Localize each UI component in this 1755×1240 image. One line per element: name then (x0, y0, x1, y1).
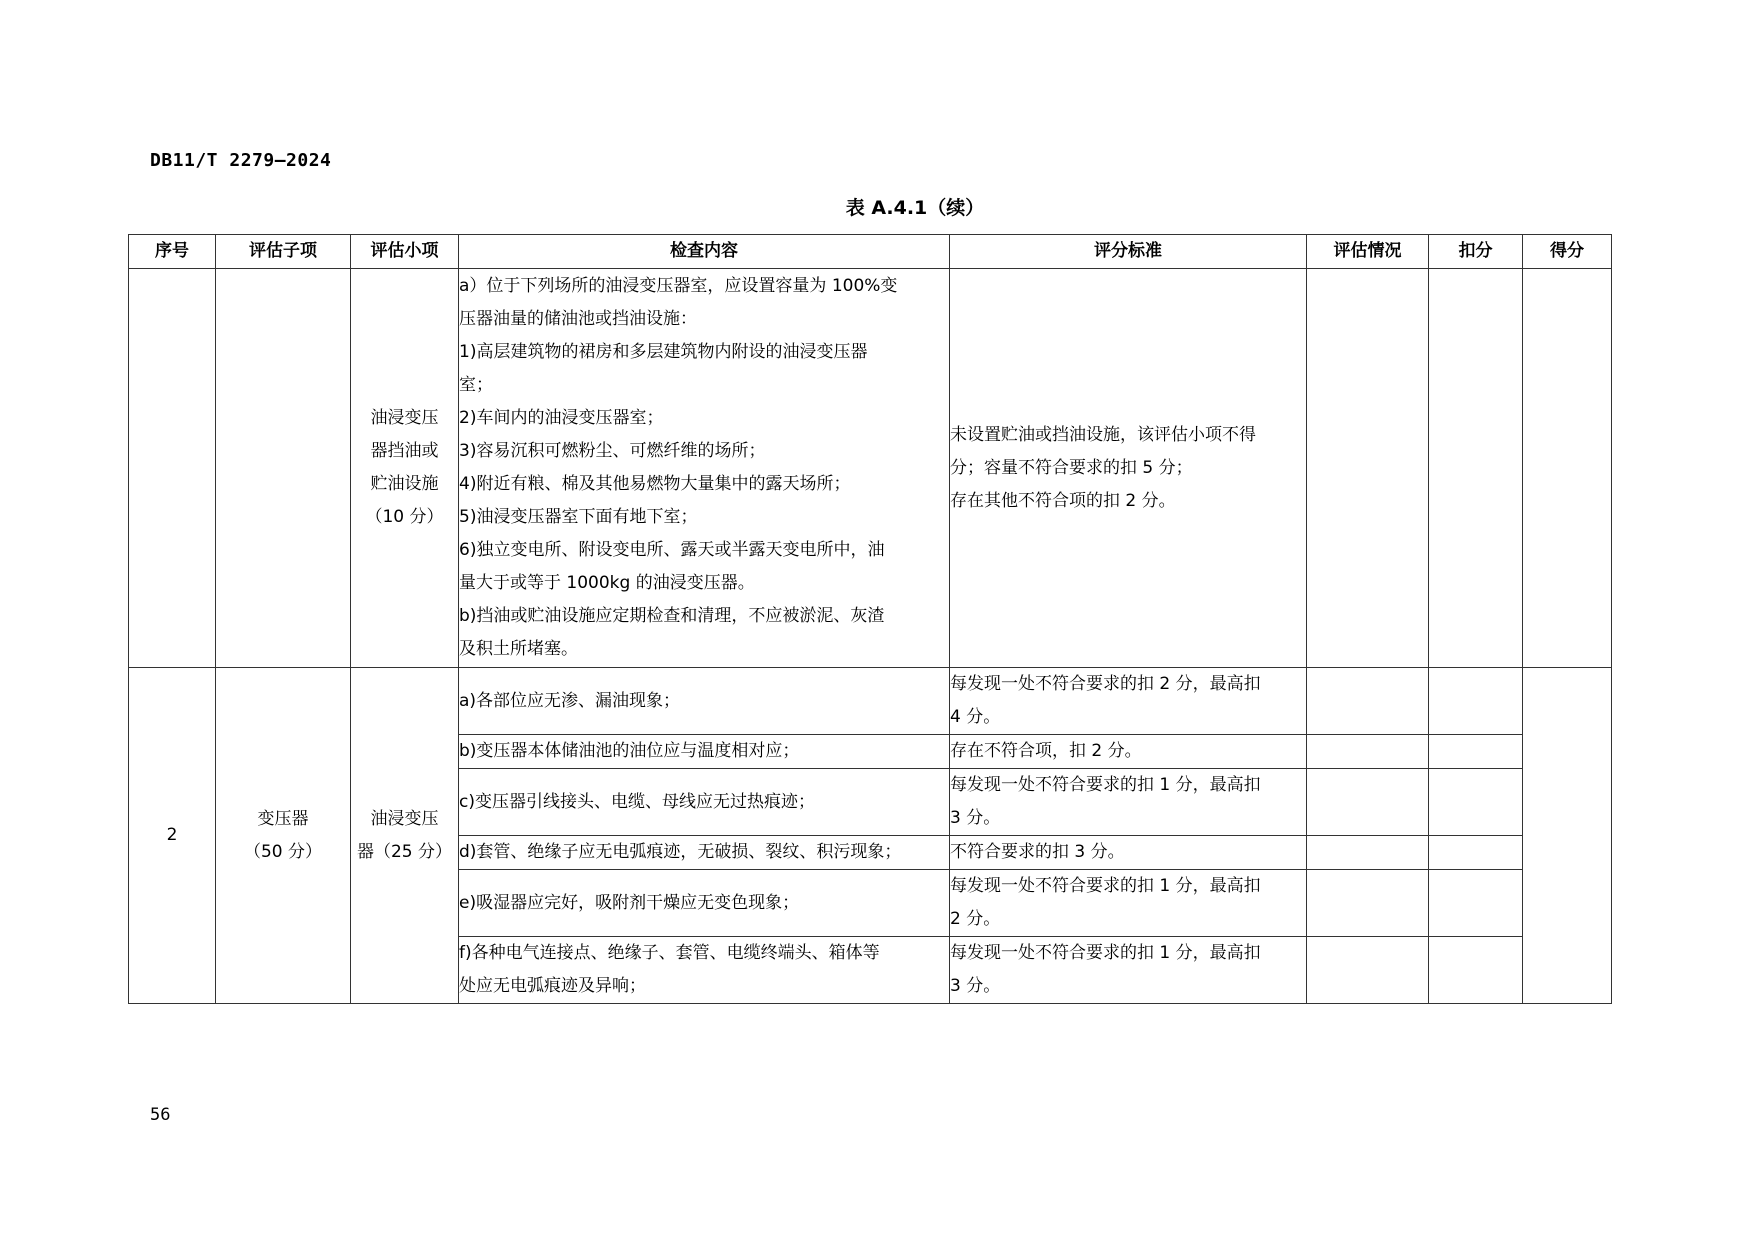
small-item-cell (351, 668, 459, 1004)
col-header-sub-item: 评估子项 (216, 235, 351, 269)
sub-item-line: 变压器 (257, 808, 309, 829)
col-header-deduction: 扣分 (1429, 235, 1523, 269)
score-cell (1523, 668, 1612, 1004)
small-item-line: （10 分） (365, 507, 444, 527)
assessment-cell (1307, 269, 1429, 668)
criteria-cell (950, 937, 1307, 1004)
content-line: 及积土所堵塞。 (459, 639, 578, 659)
assessment-cell (1307, 937, 1429, 1004)
content-line: 2)车间内的油浸变压器室； (459, 408, 664, 428)
deduction-cell (1429, 668, 1523, 735)
small-item-line: 油浸变压 (370, 808, 439, 829)
content-cell (459, 769, 950, 836)
content-cell (459, 937, 950, 1004)
deduction-cell (1429, 836, 1523, 870)
assessment-cell (1307, 836, 1429, 870)
criteria-cell (950, 735, 1307, 769)
score-cell (1523, 269, 1612, 668)
seq-cell: 2 (129, 668, 216, 1004)
col-header-score: 得分 (1523, 235, 1612, 269)
criteria-cell (950, 769, 1307, 836)
small-item-cell (351, 269, 459, 668)
table-header-row (129, 235, 1612, 269)
criteria-line: 每发现一处不符合要求的扣 2 分，最高扣 (950, 674, 1261, 694)
content-line: 1)高层建筑物的裙房和多层建筑物内附设的油浸变压器 (459, 342, 868, 362)
content-line: b)挡油或贮油设施应定期检查和清理，不应被淤泥、灰渣 (459, 606, 885, 626)
criteria-cell (950, 870, 1307, 937)
criteria-line: 4 分。 (950, 707, 1001, 727)
assessment-table (128, 234, 1612, 1004)
content-line: 压器油量的储油池或挡油设施： (459, 309, 697, 329)
deduction-cell (1429, 769, 1523, 836)
sub-item-line: （50 分） (243, 841, 323, 862)
content-line: 量大于或等于 1000kg 的油浸变压器。 (459, 573, 755, 593)
content-line: b)变压器本体储油池的油位应与温度相对应； (459, 741, 800, 761)
deduction-cell (1429, 269, 1523, 668)
col-header-criteria: 评分标准 (950, 235, 1307, 269)
small-item-line: 贮油设施 (370, 474, 439, 494)
content-line: 5)油浸变压器室下面有地下室； (459, 507, 698, 527)
content-line: a）位于下列场所的油浸变压器室，应设置容量为 100%变 (459, 276, 898, 296)
criteria-line: 不符合要求的扣 3 分。 (950, 842, 1125, 862)
small-item-line: 器挡油或 (370, 441, 439, 461)
content-line: 3)容易沉积可燃粉尘、可燃纤维的场所； (459, 441, 766, 461)
deduction-cell (1429, 735, 1523, 769)
content-cell (459, 668, 950, 735)
small-item-line: 油浸变压 (370, 408, 439, 428)
seq-cell (129, 269, 216, 668)
deduction-cell (1429, 870, 1523, 937)
assessment-cell (1307, 668, 1429, 735)
content-line: c)变压器引线接头、电缆、母线应无过热痕迹； (459, 791, 815, 812)
table-row (129, 269, 1612, 668)
sub-item-cell (216, 668, 351, 1004)
sub-item-cell (216, 269, 351, 668)
content-line: d)套管、绝缘子应无电弧痕迹，无破损、裂纹、积污现象； (459, 842, 902, 862)
assessment-cell (1307, 870, 1429, 937)
criteria-line: 3 分。 (950, 808, 1001, 828)
content-line: e)吸湿器应完好，吸附剂干燥应无变色现象； (459, 892, 800, 913)
content-cell (459, 269, 950, 668)
criteria-cell (950, 836, 1307, 870)
table-row (129, 668, 1612, 735)
content-line: f)各种电气连接点、绝缘子、套管、电缆终端头、箱体等 (459, 943, 880, 963)
content-cell (459, 735, 950, 769)
content-cell (459, 836, 950, 870)
table-title: 表 A.4.1（续） (845, 197, 985, 219)
content-line: 4)附近有粮、棉及其他易燃物大量集中的露天场所； (459, 474, 851, 494)
content-line: a)各部位应无渗、漏油现象； (459, 690, 681, 711)
criteria-line: 3 分。 (950, 976, 1001, 996)
small-item-line: 器（25 分） (356, 841, 453, 862)
col-header-assessment: 评估情况 (1307, 235, 1429, 269)
criteria-line: 每发现一处不符合要求的扣 1 分，最高扣 (950, 943, 1261, 963)
criteria-line: 2 分。 (950, 909, 1001, 929)
col-header-small-item: 评估小项 (351, 235, 459, 269)
criteria-line: 每发现一处不符合要求的扣 1 分，最高扣 (950, 775, 1261, 795)
criteria-line: 存在不符合项，扣 2 分。 (950, 741, 1142, 761)
content-cell (459, 870, 950, 937)
criteria-line: 未设置贮油或挡油设施，该评估小项不得 (950, 424, 1256, 445)
criteria-line: 每发现一处不符合要求的扣 1 分，最高扣 (950, 876, 1261, 896)
col-header-seq: 序号 (129, 235, 216, 269)
document-code: DB11/T 2279—2024 (150, 150, 332, 171)
deduction-cell (1429, 937, 1523, 1004)
criteria-line: 分；容量不符合要求的扣 5 分； (950, 457, 1193, 478)
criteria-cell (950, 668, 1307, 735)
content-line: 室； (459, 375, 493, 395)
assessment-cell (1307, 769, 1429, 836)
col-header-content: 检查内容 (459, 235, 950, 269)
criteria-cell (950, 269, 1307, 668)
page-number: 56 (150, 1105, 171, 1125)
assessment-cell (1307, 735, 1429, 769)
content-line: 处应无电弧痕迹及异响； (459, 976, 646, 996)
content-line: 6)独立变电所、附设变电所、露天或半露天变电所中，油 (459, 540, 885, 560)
criteria-line: 存在其他不符合项的扣 2 分。 (950, 490, 1176, 511)
